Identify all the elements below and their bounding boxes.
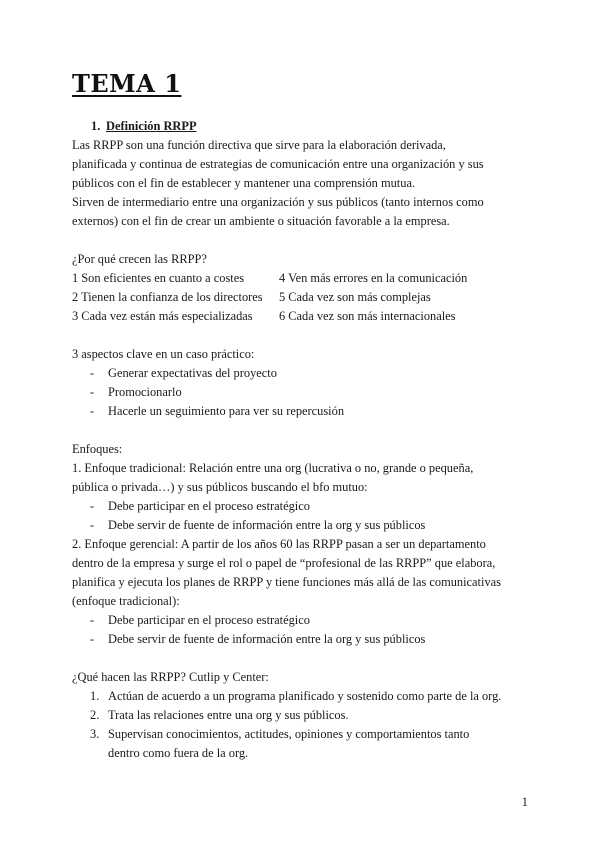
numbered-item: 2. Trata las relaciones entre una org y sus públicos. [90,708,349,722]
question-heading: ¿Qué hacen las RRPP? Cutlip y Center: [72,670,269,684]
section-heading: 1. Definición RRPP [91,119,197,133]
list-item: - Generar expectativas del proyecto [90,366,277,380]
paragraph-line: (enfoque tradicional): [72,594,180,608]
question-heading: ¿Por qué crecen las RRPP? [72,252,207,266]
paragraph-line: Las RRPP son una función directiva que sirve para la elaboración derivada, [72,138,446,152]
list-item: - Hacerle un seguimiento para ver su repercusión [90,404,345,418]
paragraph-line: pública o privada…) y sus públicos buscando el bfo mutuo: [72,480,368,494]
two-column-row: 2 Tienen la confianza de los directores 5 Cada vez son más complejas [72,290,431,304]
page-title: TEMA 1 [72,69,182,98]
paragraph-line: 1. Enfoque tradicional: Relación entre una org (lucrativa o no, grande o pequeña, [72,461,474,475]
list-item: - Debe servir de fuente de información entre la org y sus públicos [90,518,426,532]
list-item: - Promocionarlo [90,385,182,399]
paragraph-line: públicos con el fin de establecer y mantener una comprensión mutua. [72,176,416,190]
document-body [72,117,532,763]
numbered-item-continuation: dentro como fuera de la org. [108,746,249,760]
paragraph-line: dentro de la empresa y surge el rol o papel de “profesional de las RRPP” que elabora, [72,556,496,570]
list-item: - Debe participar en el proceso estratégico [90,613,310,627]
list-heading: 3 aspectos clave en un caso práctico: [72,347,255,361]
list-item: - Debe servir de fuente de información entre la org y sus públicos [90,632,426,646]
paragraph-line: planificada y continua de estrategias de comunicación entre una organización y sus [72,157,484,171]
paragraph-line: planifica y ejecuta los planes de RRPP y tiene funciones más allá de las comunicativas [72,575,501,589]
two-column-row: 1 Son eficientes en cuanto a costes 4 Ven más errores en la comunicación [72,271,468,285]
numbered-item: 3. Supervisan conocimientos, actitudes, opiniones y comportamientos tanto [90,727,470,741]
paragraph-line: externos) con el fin de crear un ambiente o situación favorable a la empresa. [72,214,450,228]
two-column-row: 3 Cada vez están más especializadas 6 Cada vez son más internacionales [72,309,456,323]
numbered-item: 1. Actúan de acuerdo a un programa planificado y sostenido como parte de la org. [90,689,502,703]
list-heading: Enfoques: [72,442,123,456]
paragraph-line: Sirven de intermediario entre una organización y sus públicos (tanto internos como [72,195,484,209]
paragraph-line: 2. Enfoque gerencial: A partir de los años 60 las RRPP pasan a ser un departamento [72,537,486,551]
page-number: 1 [521,795,528,809]
list-item: - Debe participar en el proceso estratégico [90,499,310,513]
